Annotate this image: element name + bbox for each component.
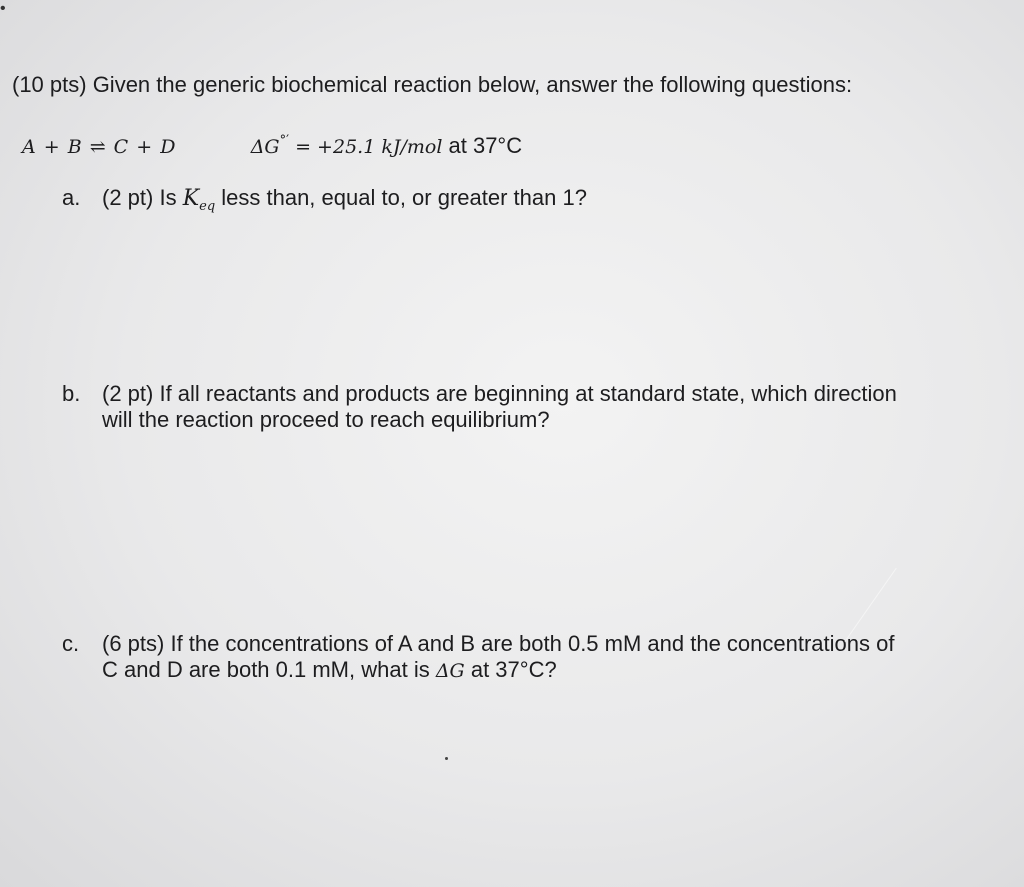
question-a-text-after: less than, equal to, or greater than 1? <box>215 185 587 210</box>
header-text: (10 pts) Given the generic biochemical reaction below, answer the following questions: <box>12 72 853 97</box>
standard-state-mark: °′ <box>279 133 290 148</box>
question-c <box>62 631 894 657</box>
stray-dot <box>445 757 448 760</box>
question-header <box>12 72 852 98</box>
question-b-continuation <box>102 407 550 433</box>
delta-g-value: = +25.1 kJ/mol <box>289 136 443 158</box>
corner-fragment: • <box>0 0 6 17</box>
question-a <box>62 185 587 220</box>
reaction-temperature: at 37°C <box>442 133 523 158</box>
question-c-line2-before: C and D are both 0.1 mM, what is <box>102 657 436 682</box>
question-c-marker: c. <box>62 631 80 656</box>
reaction-line <box>22 128 522 160</box>
question-b-line2: will the reaction proceed to reach equilibrium? <box>102 407 550 432</box>
delta-g-symbol-c: ΔG <box>435 660 465 682</box>
question-a-marker: a. <box>62 185 81 210</box>
question-b-marker: b. <box>62 381 81 406</box>
question-a-text-before: (2 pt) Is <box>102 185 183 210</box>
question-c-continuation <box>102 657 557 684</box>
reaction-equation: A + B ⇌ C + D <box>22 136 177 158</box>
question-b-line1: (2 pt) If all reactants and products are beginning at standard state, which direction <box>102 381 897 406</box>
k-subscript: eq <box>199 199 216 214</box>
question-c-line1: (6 pts) If the concentrations of A and B are both 0.5 mM and the concentrations of <box>102 631 895 656</box>
question-c-line2-after: at 37°C? <box>464 657 557 682</box>
delta-g-symbol: ΔG <box>250 136 280 158</box>
k-symbol: K <box>182 186 200 211</box>
question-b <box>62 381 897 407</box>
